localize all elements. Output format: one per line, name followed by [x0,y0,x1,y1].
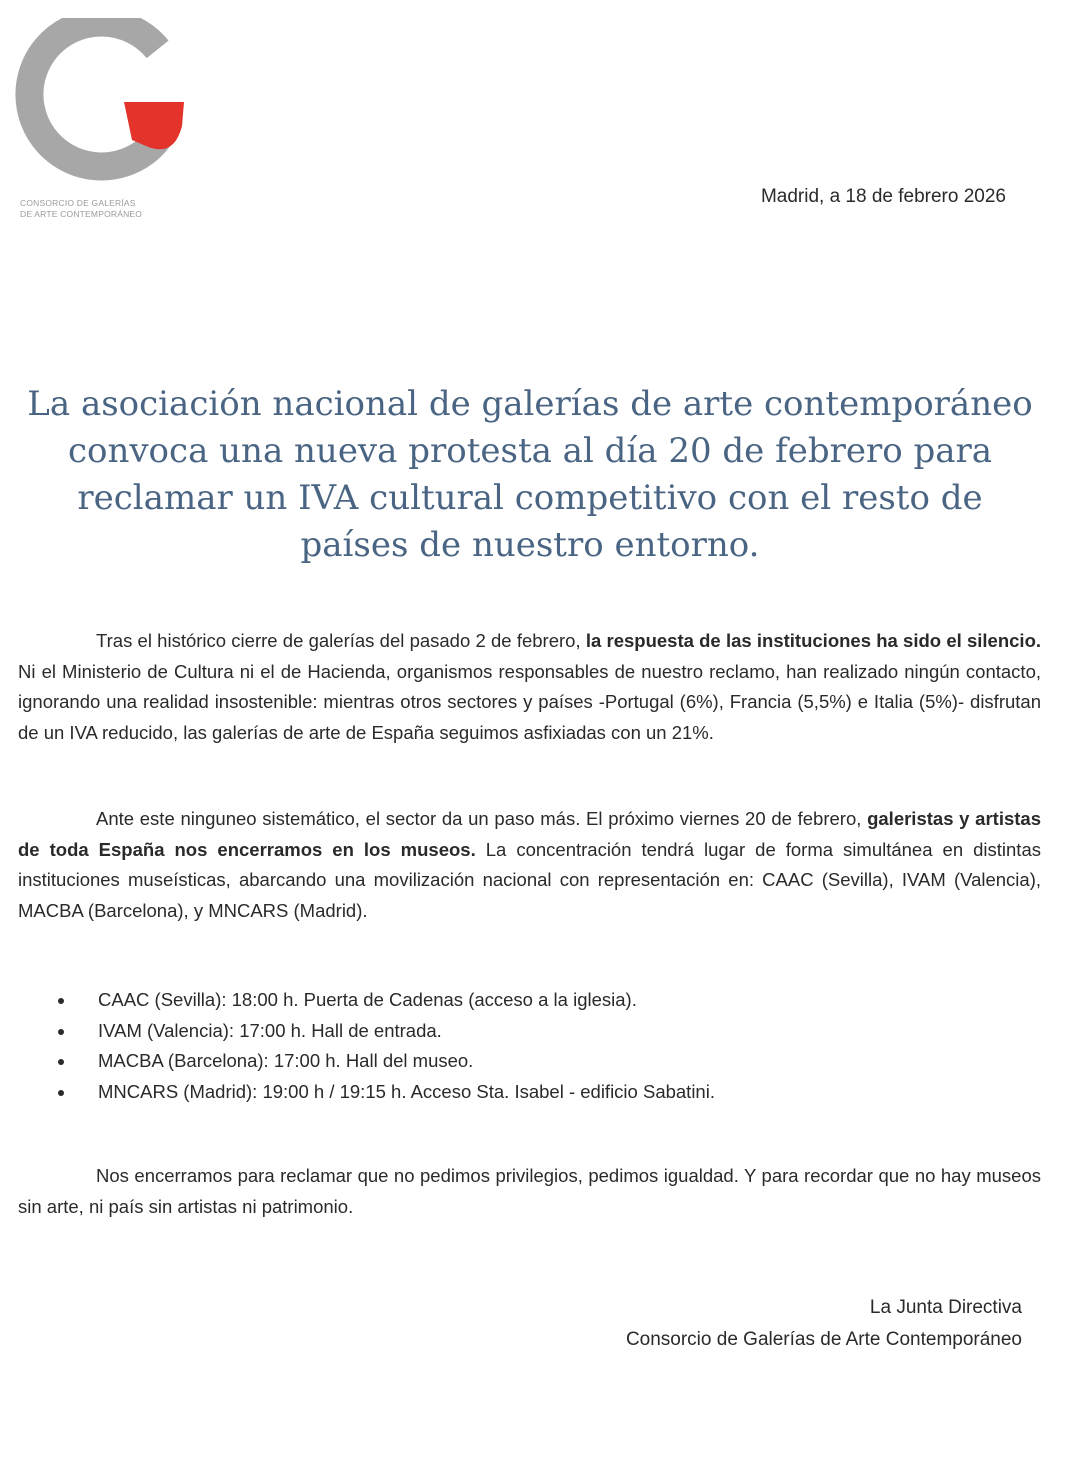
list-item [50,985,715,1016]
list-item [50,1016,715,1047]
organization-logo [14,18,189,228]
logo-caption [20,198,200,220]
paragraph-3 [18,1161,1041,1222]
paragraph-1-text-a: Tras el histórico cierre de galerías del pasado 2 de febrero, [96,630,586,651]
bullet-icon [58,998,64,1004]
bullet-icon [58,1090,64,1096]
logo-caption-line2: DE ARTE CONTEMPORÁNEO [20,209,143,219]
paragraph-2-text-a: Ante este ninguneo sistemático, el sector da un paso más. El próximo viernes 20 de febrero, [96,808,868,829]
bullet-icon [58,1059,64,1065]
paragraph-2 [18,804,1041,926]
list-item [50,1077,715,1108]
bullet-icon [58,1029,64,1035]
location-text: CAAC (Sevilla): 18:00 h. Puerta de Cadenas (acceso a la iglesia). [98,989,637,1010]
paragraph-2-text-b: La concentración tendrá lugar de forma simultánea en distintas instituciones museísticas, abarcando una movilización nacional con representación en: CAAC (Sevilla), IVAM (Valencia), MACBA (Barcelona), y MNCARS (Madrid). [18,838,1041,921]
paragraph-1-bold: la respuesta de las instituciones ha sido el silencio. [585,630,1042,651]
location-text: MNCARS (Madrid): 19:00 h / 19:15 h. Acceso Sta. Isabel - edificio Sabatini. [98,1080,715,1102]
paragraph-2-bold: galeristas y artistas de toda España nos encerramos en los museos. [18,808,1041,860]
signature-line2: Consorcio de Galerías de Arte Contemporáneo [625,1329,1022,1350]
list-item [50,1046,715,1077]
signature [626,1292,1022,1356]
locations-list [50,985,715,1107]
location-text: MACBA (Barcelona): 17:00 h. Hall del museo. [98,1050,474,1071]
signature-line1: La Junta Directiva [869,1297,1022,1318]
logo-red-shape [124,102,184,149]
document-date: Madrid, a 18 de febrero 2026 [760,186,1006,207]
paragraph-3-text: Nos encerramos para reclamar que no pedimos privilegios, pedimos igualdad. Y para recordar que no hay museos sin arte, ni país sin artistas ni patrimonio. [18,1165,1041,1217]
logo-g-icon [14,18,189,193]
location-text: IVAM (Valencia): 17:00 h. Hall de entrada. [98,1019,442,1041]
headline: La asociación nacional de galerías de arte contemporáneo convoca una nueva protesta al día 20 de febrero para reclamar un IVA cultural competitivo con el resto de países de nuestro entorno. [27,384,1033,565]
paragraph-1-text-b: Ni el Ministerio de Cultura ni el de Hacienda, organismos responsables de nuestro reclamo, han realizado ningún contacto, ignorando una realidad insostenible: mientras otros sectores y países -Portugal (6%), Francia (5,5%) e Italia (5%)- disfrutan de un IVA reducido, las galerías de arte de España seguimos asfixiadas con un 21%. [18,660,1041,743]
logo-caption-line1: CONSORCIO DE GALERÍAS [20,198,136,208]
paragraph-1 [18,626,1041,748]
